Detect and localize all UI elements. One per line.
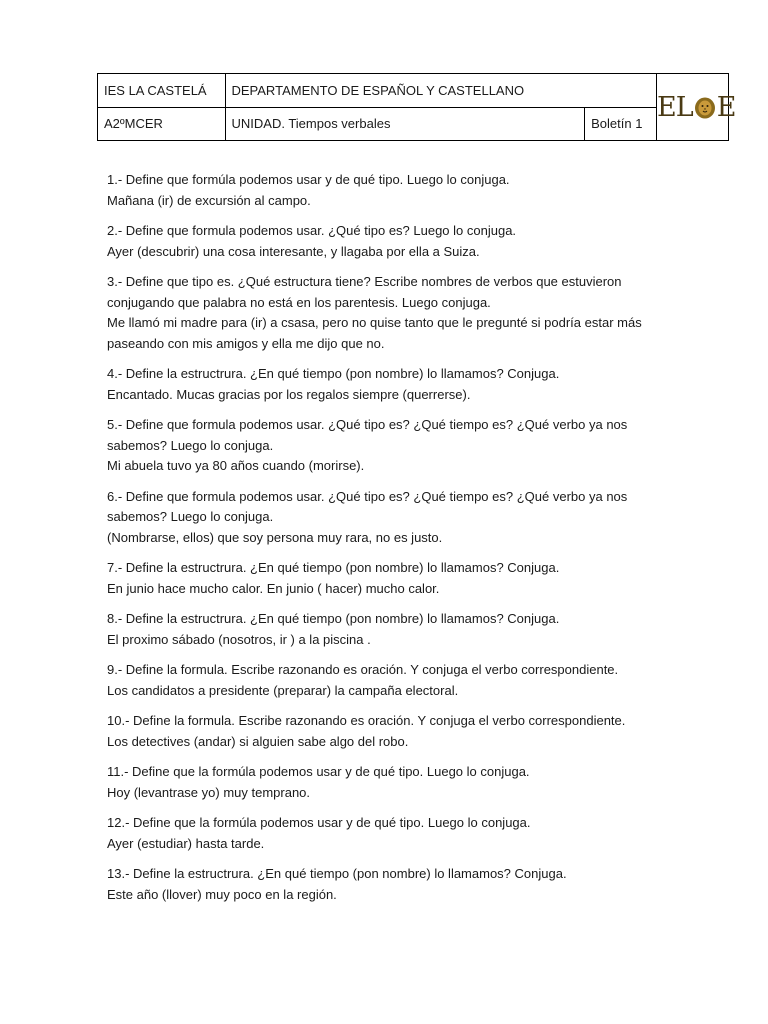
ele-logo: EL E <box>657 91 736 123</box>
question-item <box>107 272 697 354</box>
question-instruction: Me llamó mi madre para (ir) a csasa, pero no quise tanto que le pregunté si podría estar más <box>107 315 642 330</box>
question-item <box>107 558 697 599</box>
lion-icon <box>694 95 716 119</box>
question-item <box>107 364 697 405</box>
question-sentence: Encantado. Mucas gracias por los regalos siempre (querrerse). <box>107 386 471 402</box>
question-instruction: 7.- Define la estructrura. ¿En qué tiempo (pon nombre) lo llamamos? Conjuga. <box>107 560 560 575</box>
question-list <box>107 170 697 915</box>
question-instruction: 3.- Define que tipo es. ¿Qué estructura tiene? Escribe nombres de verbos que estuvieron <box>107 274 622 289</box>
logo-cell <box>657 74 736 141</box>
question-sentence: Ayer (descubrir) una cosa interesante, y llagaba por ella a Suiza. <box>107 243 480 259</box>
question-instruction: sabemos? Luego lo conjuga. <box>107 437 274 453</box>
question-item <box>107 813 697 854</box>
question-sentence: Los candidatos a presidente (preparar) la campaña electoral. <box>107 682 459 698</box>
department-name: DEPARTAMENTO DE ESPAÑOL Y CASTELLANO <box>225 74 657 108</box>
question-instruction: 11.- Define que la formúla podemos usar y de qué tipo. Luego lo conjuga. <box>107 764 530 779</box>
question-instruction: conjugando que palabra no está en los parentesis. Luego conjuga. <box>107 294 491 310</box>
question-item <box>107 864 697 905</box>
question-sentence: Mi abuela tuvo ya 80 años cuando (morirse). <box>107 458 365 473</box>
school-name: IES LA CASTELÁ <box>98 74 226 108</box>
question-sentence: Mañana (ir) de excursión al campo. <box>107 192 311 208</box>
question-sentence: paseando con mis amigos y ella me dijo que no. <box>107 335 385 351</box>
level: A2ºMCER <box>98 107 226 141</box>
question-item <box>107 609 697 650</box>
question-item <box>107 660 697 701</box>
question-item <box>107 762 697 803</box>
question-sentence: (Nombrarse, ellos) que soy persona muy rara, no es justo. <box>107 529 443 545</box>
question-sentence: Ayer (estudiar) hasta tarde. <box>107 835 265 851</box>
question-instruction: 1.- Define que formúla podemos usar y de qué tipo. Luego lo conjuga. <box>107 172 510 187</box>
question-instruction: 2.- Define que formula podemos usar. ¿Qué tipo es? Luego lo conjuga. <box>107 223 517 238</box>
question-sentence: Hoy (levantrase yo) muy temprano. <box>107 784 311 800</box>
bulletin-number: Boletín 1 <box>585 107 657 141</box>
question-instruction: 12.- Define que la formúla podemos usar y de qué tipo. Luego lo conjuga. <box>107 815 531 830</box>
question-sentence: En junio hace mucho calor. En junio ( hacer) mucho calor. <box>107 580 440 596</box>
question-instruction: 8.- Define la estructrura. ¿En qué tiempo (pon nombre) lo llamamos? Conjuga. <box>107 611 560 626</box>
question-instruction: 10.- Define la formula. Escribe razonando es oración. Y conjuga el verbo correspondiente. <box>107 713 626 728</box>
question-instruction: 6.- Define que formula podemos usar. ¿Qué tipo es? ¿Qué tiempo es? ¿Qué verbo ya nos <box>107 488 628 504</box>
question-instruction: 5.- Define que formula podemos usar. ¿Qué tipo es? ¿Qué tiempo es? ¿Qué verbo ya nos <box>107 417 628 432</box>
question-item <box>107 487 697 549</box>
question-instruction: 9.- Define la formula. Escribe razonando es oración. Y conjuga el verbo correspondiente. <box>107 662 619 677</box>
question-sentence: Los detectives (andar) si alguien sabe algo del robo. <box>107 733 409 749</box>
question-item <box>107 221 697 262</box>
question-instruction: 13.- Define la estructrura. ¿En qué tiempo (pon nombre) lo llamamos? Conjuga. <box>107 866 567 881</box>
unit-title: UNIDAD. Tiempos verbales <box>225 107 585 141</box>
question-sentence: Este año (llover) muy poco en la región. <box>107 886 337 902</box>
question-instruction: sabemos? Luego lo conjuga. <box>107 509 274 524</box>
question-item <box>107 170 697 211</box>
question-item <box>107 415 697 477</box>
header-table <box>97 73 736 141</box>
question-instruction: 4.- Define la estructrura. ¿En qué tiempo (pon nombre) lo llamamos? Conjuga. <box>107 366 560 381</box>
question-item <box>107 711 697 752</box>
question-sentence: El proximo sábado (nosotros, ir ) a la piscina . <box>107 631 371 647</box>
